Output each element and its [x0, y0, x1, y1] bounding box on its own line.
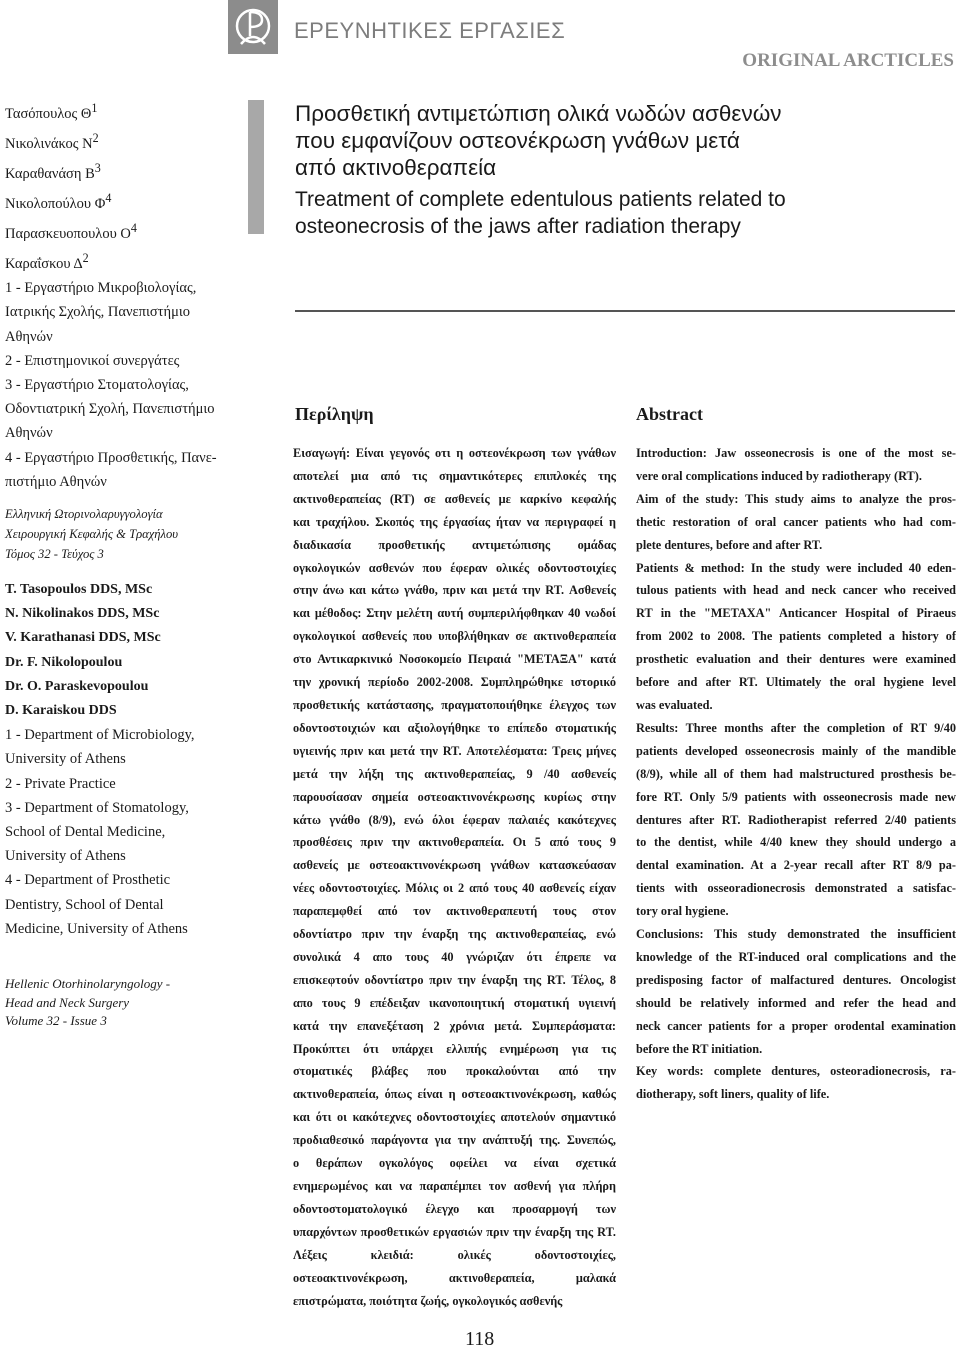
title-line: Προσθετική αντιμετώπιση ολικά νωδών ασθενών: [295, 101, 782, 126]
abstract-line: και τραχήλου. Σκοπός της έργασίας ήταν να περιγραφεί η: [293, 514, 616, 529]
abstract-line: υπαρχόντων προσθετικών εργασιών πριν την έναρξη της RT.: [293, 1224, 616, 1239]
affiliation-line: School of Dental Medicine,: [5, 824, 166, 841]
journal-line: Volume 32 - Issue 3: [5, 1013, 107, 1029]
abstract-line: προσθέσεις πριν την ακτινοθεραπεία. Οι 5 από τους 9: [293, 835, 616, 850]
abstract-line: tulous patients with head and neck cancer who received: [636, 583, 956, 598]
abstract-line: και ότι οι κακότεχνες οδοντοστοιχίες αποτελούν σημαντικό: [293, 1110, 616, 1125]
affiliation-line: 2 - Private Practice: [5, 775, 116, 792]
abstract-line: συνολικά 4 απο τους 40 γνώριζαν ότι έπρεπε να: [293, 949, 616, 964]
summary-body-greek: [293, 442, 616, 1312]
author-gr: Τασόπουλος $\Theta^1$: [5, 101, 98, 122]
affiliation-line: 2 - Επιστημονικοί συνεργάτες: [5, 352, 180, 369]
abstract-line: Conclusions: This study demonstrated the insufficient: [636, 927, 956, 942]
greek-authors: [5, 96, 245, 276]
abstract-line: dental examination. At a 2-year recall after RT 8/9 pa-: [636, 858, 956, 873]
author-gr: Νικολινάκος $N^2$: [5, 131, 99, 152]
abstract-line: tients with osseoradionecrosis demonstrated a satisfac-: [636, 881, 956, 896]
affiliation-line: 1 - Εργαστήριο Μικροβιολογίας,: [5, 280, 197, 297]
abstract-line: προδιαθεσικό παράγοντα για την ανάπτυξή της. Συνεπώς,: [293, 1133, 616, 1148]
affiliation-line: University of Athens: [5, 848, 126, 865]
abstract-line: to the dentist, while 4/40 knew they should undergo a: [636, 835, 956, 850]
affiliation-line: Αθηνών: [5, 328, 53, 345]
abstract-line: απο τους 9 επέδειξαν ικανοποιητική στοματική υγιεινή: [293, 995, 616, 1010]
abstract-line: ογκολογικοί ασθενείς που υποβλήθηκαν σε ακτινοθεραπεία: [293, 629, 616, 644]
abstract-line: διαδικασία προσθετικής αντιμετώπισης ομάδας: [293, 537, 616, 552]
title-divider: [295, 310, 955, 312]
abstract-line: before and after RT. Ultimately the oral hygiene level: [636, 675, 956, 690]
english-authors: [5, 578, 245, 723]
affiliation-line: Ιατρικής Σχολής, Πανεπιστήμιο: [5, 304, 191, 321]
article-title-greek: [295, 100, 945, 181]
abstract-line: prosthetic evaluation and their dentures were examined: [636, 652, 956, 667]
journal-info-english: [5, 975, 245, 1031]
abstract-line: plete dentures, before and after RT.: [636, 537, 823, 552]
title-line: osteonecrosis of the jaws after radiation therapy: [295, 215, 741, 238]
affiliation-line: 3 - Department of Stomatology,: [5, 799, 189, 816]
affiliation-line: Αθηνών: [5, 425, 53, 442]
author-en: N. Nikolinakos DDS, MSc: [5, 606, 160, 622]
page-number: 118: [465, 1328, 495, 1350]
abstract-line: vere oral complications induced by radiotherapy (RT).: [636, 468, 922, 483]
abstract-line: patients developed osseonecrosis mainly of the mandible: [636, 743, 956, 758]
journal-logo: [228, 0, 278, 54]
abstract-line: (8/9), while all of them had malstructured prosthesis be-: [636, 766, 956, 781]
abstract-line: αποτελεί μια από τις σημαντικότερες επιπλοκές της: [293, 468, 616, 483]
abstract-body-english: [636, 442, 956, 1106]
author-en: T. Tasopoulos DDS, MSc: [5, 582, 153, 598]
abstract-heading: Abstract: [636, 404, 703, 424]
abstract-line: ασθενείς με οστεοακτινονέκρωση γνάθων κατασκεύασαν: [293, 858, 616, 873]
abstract-line: from 2002 to 2008. The patients completed a history of: [636, 629, 956, 644]
left-sidebar: [5, 96, 245, 1031]
abstract-line: knowledge of the RT-induced oral complications and the: [636, 949, 956, 964]
affiliation-line: πιστήμιο Αθηνών: [5, 473, 107, 490]
summary-heading: Περίληψη: [295, 404, 374, 424]
article-title-english: [295, 186, 945, 240]
abstract-line: επισκεφτούν οδοντίατρο πριν την έναρξη της RT. Τέλος, 8: [293, 972, 616, 987]
journal-line: Τόμος 32 - Τεύχος 3: [5, 547, 104, 562]
title-line: που εμφανίζουν οστεονέκρωση γνάθων μετά: [295, 128, 740, 153]
abstract-line: παρουσίασαν σημεία οστεοακτινονέκρωσης κυρίως στην: [293, 789, 616, 804]
abstract-line: Aim of the study: This study aims to analyze the pros-: [636, 491, 956, 506]
abstract-line: tory oral hygiene.: [636, 904, 729, 919]
abstract-line: RT in the "METAXA" Anticancer Hospital of Piraeus: [636, 606, 956, 621]
abstract-line: ογκολογικών ασθενών που έφεραν ολικές οδοντοστοιχίες: [293, 560, 616, 575]
abstract-line: υγιεινής πριν και μετά την RT. Αποτελέσματα: Τρεις μήνες: [293, 743, 616, 758]
affiliation-line: 1 - Department of Microbiology,: [5, 727, 195, 744]
abstract-line: Introduction: Jaw osseonecrosis is one of the most se-: [636, 446, 956, 460]
author-en: D. Karaiskou DDS: [5, 703, 117, 719]
abstract-line: Λέξεις κλειδιά: ολικές οδοντοστοιχίες,: [293, 1247, 616, 1262]
abstract-line: before the RT initiation.: [636, 1041, 763, 1056]
abstract-line: οδοντοστοματολογικό έλεγχο και προσαρμογή των: [293, 1201, 616, 1216]
abstract-line: και μέθοδος: Στην μελέτη αυτή συμπεριλήφθηκαν 40 νωδοί: [293, 606, 616, 621]
abstract-line: προσθετικής κατάστασης, πραγματοποιήθηκε έλεγχος των: [293, 697, 616, 712]
abstract-line: παραπεμφθεί από τον ακτινοθεραπευτή τους στον: [293, 904, 616, 919]
author-gr: Καραΐσκου $\Delta^2$: [5, 251, 89, 272]
abstract-line: μετά την λήξη της ακτινοθεραπείας, 9 /40 ασθενείς: [293, 766, 616, 781]
author-en: Dr. O. Paraskevopoulou: [5, 678, 149, 694]
abstract-line: κάτω γνάθο (8/9), ενώ όλοι έφεραν παλαιές κακότεχνες: [293, 812, 616, 827]
author-gr: Παρασκευοπουλου $O^4$: [5, 221, 137, 242]
abstract-line: ενημερωμένος και να παραπέμπει τον ασθενή για πλήρη: [293, 1179, 616, 1193]
abstract-line: ακτινοθεραπεία, όπως είναι η οστεοακτινονέκρωση, καθώς: [293, 1087, 616, 1102]
abstract-line: predisposing factor of malfactured dentures. Oncologist: [636, 972, 956, 987]
abstract-line: Key words: complete dentures, osteoradionecrosis, ra-: [636, 1064, 956, 1079]
abstract-line: thetic restoration of oral cancer patients who had com-: [636, 514, 956, 529]
affiliation-line: University of Athens: [5, 751, 126, 768]
affiliation-line: Medicine, University of Athens: [5, 920, 188, 937]
affiliation-line: 3 - Εργαστήριο Στοματολογίας,: [5, 377, 189, 393]
abstract-line: την χρονική περίοδο 2002-2008. Συμπληρώθηκε ιστορικό: [293, 675, 616, 690]
title-line: από ακτινοθεραπεία: [295, 155, 497, 180]
abstract-line: κατά την επανεξέταση 2 χρόνια μετά. Συμπεράσματα:: [293, 1018, 616, 1033]
affiliation-line: Οδοντιατρική Σχολή, Πανεπιστήμιο: [5, 401, 215, 418]
decorative-bar: [248, 100, 264, 234]
abstract-line: neck cancer patients for a proper orodental examination: [636, 1018, 956, 1033]
journal-line: Head and Neck Surgery: [5, 994, 130, 1010]
english-affiliations: [5, 723, 245, 941]
abstract-line: dentures after RT. Radiotherapist referred 2/40 patients: [636, 812, 956, 827]
journal-line: Ελληνική Ωτορινολαρυγγολογία: [5, 507, 163, 522]
affiliation-line: 4 - Department of Prosthetic: [5, 872, 171, 889]
abstract-line: diotherapy, soft liners, quality of life.: [636, 1087, 830, 1102]
abstract-line: Εισαγωγή: Είναι γεγονός οτι η οστεονέκρωση των γνάθων: [293, 446, 616, 460]
abstract-line: επιστρώματα, ποιότητα ζωής, ογκολογικός ασθενής: [293, 1293, 563, 1308]
journal-line: Hellenic Otorhinolaryngology -: [5, 976, 171, 992]
greek-affiliations: [5, 276, 245, 494]
author-gr: Καραθανάση $B^3$: [5, 161, 101, 182]
abstract-line: οδοντοστοιχιών και αξιολογήθηκε το επίπεδο στοματικής: [293, 720, 616, 735]
journal-info-greek: [5, 504, 245, 564]
abstract-line: στο Αντικαρκινικό Νοσοκομείο Πειραιά "ΜΕΤΑΞΑ" κατά: [293, 652, 616, 667]
journal-line: Χειρουργική Κεφαλής & Τραχήλου: [5, 527, 179, 542]
affiliation-line: 4 - Εργαστήριο Προσθετικής, Πανε-: [5, 449, 217, 466]
abstract-line: ο θεράπων ογκολόγος οφείλει να είναι σχετικά: [293, 1156, 616, 1171]
abstract-line: fore RT. Only 5/9 patients with osseonecrosis made new: [636, 789, 956, 804]
affiliation-line: Dentistry, School of Dental: [5, 896, 164, 913]
abstract-line: Προκύπτει ότι υπάρχει ελλιπής ενημέρωση για τις: [293, 1041, 616, 1056]
abstract-line: Results: Three months after the completion of RT 9/40: [636, 720, 956, 735]
abstract-line: στην άνω και κάτω γνάθο, πριν και μετά την RT. Ασθενείς: [293, 583, 616, 598]
author-en: Dr. F. Nikolopoulou: [5, 654, 123, 670]
author-gr: Νικολοπούλου $\Phi^4$: [5, 191, 112, 212]
author-en: V. Karathanasi DDS, MSc: [5, 630, 161, 646]
section-title-english: ORIGINAL ARCTICLES: [742, 50, 954, 71]
abstract-line: νέες οδοντοστοιχίες. Μόλις οι 2 από τους 40 ασθενείς είχαν: [293, 881, 616, 896]
abstract-line: was evaluated.: [636, 697, 713, 712]
abstract-line: should be relatively informed and refer the head and: [636, 995, 956, 1010]
abstract-line: στοματικές βλάβες που προκαλούνται από την: [293, 1064, 616, 1079]
abstract-line: Patients & method: In the study were included 40 eden-: [636, 560, 956, 575]
title-line: Treatment of complete edentulous patients related to: [295, 188, 786, 211]
abstract-line: ακτινοθεραπείας (RT) σε ασθενείς με καρκίνο κεφαλής: [293, 491, 616, 506]
abstract-line: οδοντίατρο πριν την έναρξη της ακτινοθεραπείας, ενώ: [293, 927, 616, 942]
abstract-line: οστεοακτινονέκρωση, ακτινοθεραπεία, μαλακά: [293, 1270, 616, 1285]
section-title-greek: ΕΡΕΥΝΗΤΙΚΕΣ ΕΡΓΑΣΙΕΣ: [294, 18, 566, 43]
